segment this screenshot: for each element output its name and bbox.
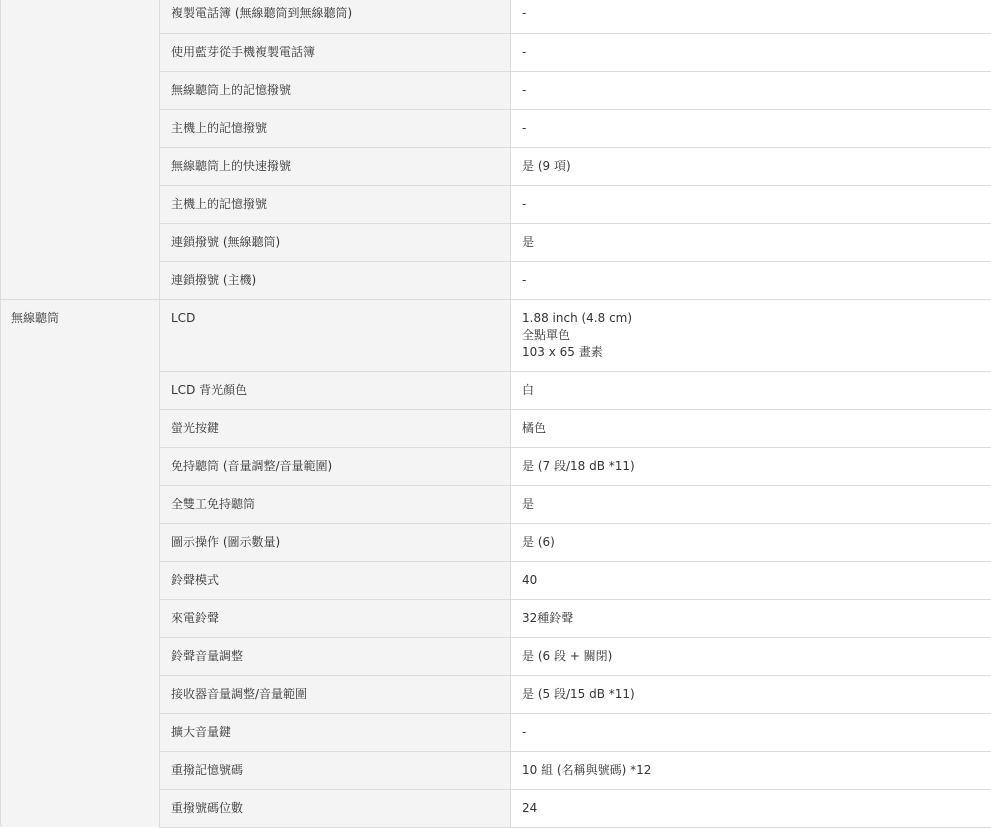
- spec-name: 免持聽筒 (音量調整/音量範圍): [160, 447, 511, 485]
- spec-value: -: [511, 109, 991, 147]
- spec-value: -: [511, 261, 991, 299]
- spec-value: 32種鈴聲: [511, 599, 991, 637]
- spec-name: 複製電話簿 (無線聽筒到無線聽筒): [160, 0, 511, 33]
- spec-name: 接收器音量調整/音量範圍: [160, 675, 511, 713]
- spec-name: 無線聽筒上的記憶撥號: [160, 71, 511, 109]
- spec-name: 擴大音量鍵: [160, 713, 511, 751]
- spec-value: 是 (6): [511, 523, 991, 561]
- spec-value: 是 (9 項): [511, 147, 991, 185]
- spec-value: 白: [511, 371, 991, 409]
- spec-name: 來電鈴聲: [160, 599, 511, 637]
- lcd-resolution: 103 x 65 畫素: [522, 344, 603, 359]
- spec-name: 重撥記憶號碼: [160, 751, 511, 789]
- spec-value: 是: [511, 485, 991, 523]
- spec-name: 圖示操作 (圖示數量): [160, 523, 511, 561]
- spec-name: 鈴聲音量調整: [160, 637, 511, 675]
- spec-value: 是 (5 段/15 dB *11): [511, 675, 991, 713]
- category-cell-empty: [1, 0, 160, 299]
- spec-value: 是 (6 段 + 關閉): [511, 637, 991, 675]
- lcd-size: 1.88 inch (4.8 cm): [522, 310, 633, 325]
- spec-value: -: [511, 0, 991, 33]
- spec-value: 橘色: [511, 409, 991, 447]
- spec-name: LCD 背光顏色: [160, 371, 511, 409]
- spec-value: -: [511, 713, 991, 751]
- spec-row: [1, 299, 991, 371]
- spec-name: 主機上的記憶撥號: [160, 109, 511, 147]
- spec-name: 主機上的記憶撥號: [160, 185, 511, 223]
- lcd-type: 全點單色: [522, 327, 571, 342]
- spec-value-lcd: [511, 299, 991, 371]
- spec-name: 連鎖撥號 (主機): [160, 261, 511, 299]
- spec-value: 40: [511, 561, 991, 599]
- spec-name: 螢光按鍵: [160, 409, 511, 447]
- spec-value: -: [511, 185, 991, 223]
- spec-row: [1, 0, 991, 33]
- spec-name: 無線聽筒上的快速撥號: [160, 147, 511, 185]
- spec-name: LCD: [160, 299, 511, 371]
- spec-name: 重撥號碼位數: [160, 789, 511, 827]
- spec-value: 是: [511, 223, 991, 261]
- spec-value: 24: [511, 789, 991, 827]
- spec-name: 使用藍芽從手機複製電話簿: [160, 33, 511, 71]
- spec-name: 全雙工免持聽筒: [160, 485, 511, 523]
- spec-value: -: [511, 71, 991, 109]
- spec-value: -: [511, 33, 991, 71]
- spec-name: 連鎖撥號 (無線聽筒): [160, 223, 511, 261]
- spec-value: 10 組 (名稱與號碼) *12: [511, 751, 991, 789]
- spec-name: 鈴聲模式: [160, 561, 511, 599]
- category-label: 無線聽筒: [1, 299, 160, 827]
- spec-value: 是 (7 段/18 dB *11): [511, 447, 991, 485]
